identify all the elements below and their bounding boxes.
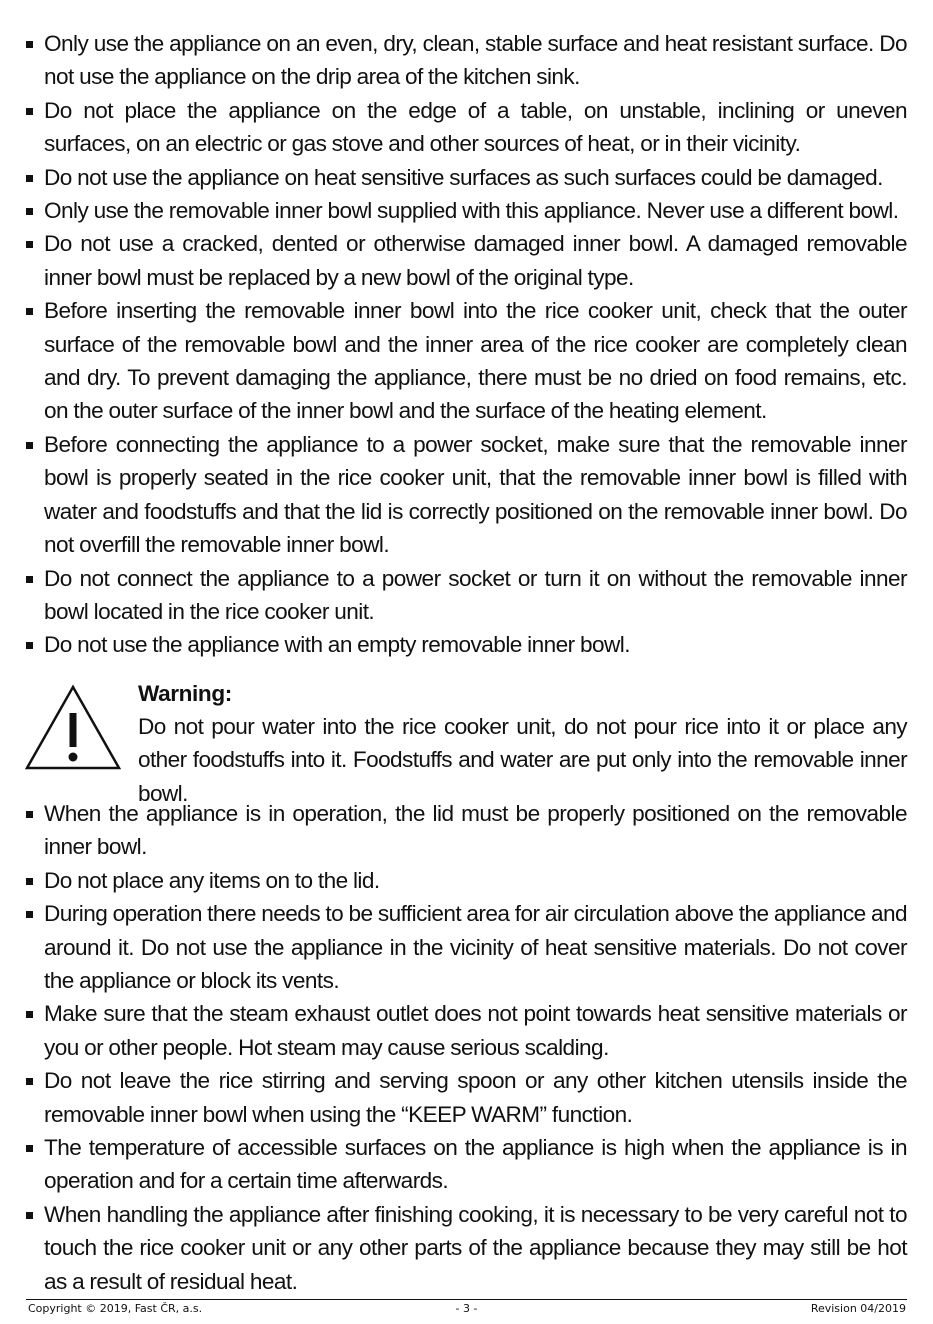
list-item-text: Do not leave the rice stirring and serving spoon or any other kitchen utensils inside the removable inner bowl when using the “KEEP WARM” function.	[44, 1068, 907, 1127]
bullet-square-icon	[26, 878, 33, 885]
bullet-square-icon	[26, 1078, 33, 1085]
list-item-text: Before inserting the removable inner bowl into the rice cooker unit, check that the outer surface of the removable bowl and the inner area of the rice cooker are completely clean and dry. To prevent damaging the appliance, there must be no dried on food remains, etc. on the outer surface of the inner bowl and the surface of the heating element.	[44, 298, 907, 424]
warning-triangle-icon	[24, 684, 122, 772]
warning-text: Do not pour water into the rice cooker unit, do not pour rice into it or place any other foodstuffs into it. Foodstuffs and water are put only into the removable inner bowl.	[138, 714, 907, 806]
footer-revision: Revision 04/2019	[810, 1302, 906, 1315]
list-item-text: Do not place the appliance on the edge of a table, on unstable, inclining or uneven surfaces, on an electric or gas stove and other sources of heat, or in their vicinity.	[44, 97, 907, 157]
bullet-square-icon	[26, 175, 33, 182]
list-item	[26, 897, 907, 997]
list-item-text: Make sure that the steam exhaust outlet does not point towards heat sensitive materials or you or other people. Hot steam may cause serious scalding.	[44, 1001, 907, 1060]
list-item-text: Only use the appliance on an even, dry, clean, stable surface and heat resistant surface. Do not use the appliance on the drip area of the kitchen sink.	[44, 31, 907, 90]
list-item	[26, 94, 907, 161]
bullet-square-icon	[26, 208, 33, 215]
warning-box	[24, 680, 907, 806]
footer-copyright: Copyright © 2019, Fast ČR, a.s.	[28, 1302, 203, 1315]
list-item-text: During operation there needs to be sufficient area for air circulation above the appliance and around it. Do not use the appliance in the vicinity of heat sensitive materials. Do not cover the appliance or block its vents.	[44, 901, 907, 994]
bullet-square-icon	[26, 308, 33, 315]
bullet-square-icon	[26, 241, 33, 248]
list-item	[26, 294, 907, 428]
list-item	[26, 27, 907, 94]
safety-list-top	[26, 27, 907, 662]
list-item-text: When the appliance is in operation, the lid must be properly positioned on the removable inner bowl.	[44, 801, 907, 860]
list-item	[26, 1198, 907, 1298]
bullet-square-icon	[26, 911, 33, 918]
list-item	[26, 428, 907, 562]
list-item-text: Do not use the appliance with an empty removable inner bowl.	[44, 632, 630, 658]
bullet-square-icon	[26, 642, 33, 649]
safety-list-bottom	[26, 797, 907, 1298]
bullet-square-icon	[26, 1212, 33, 1219]
list-item	[26, 562, 907, 629]
list-item-text: Before connecting the appliance to a power socket, make sure that the removable inner bowl is properly seated in the rice cooker unit, that the removable inner bowl is filled with water and foodstuffs and that the lid is correctly positioned on the removable inner bowl. Do not overfill the removable inner bowl.	[44, 431, 907, 558]
bullet-square-icon	[26, 1011, 33, 1018]
footer-divider	[26, 1299, 907, 1300]
list-item-text: When handling the appliance after finishing cooking, it is necessary to be very careful not to touch the rice cooker unit or any other parts of the appliance because they may still be hot as a result of residual heat.	[44, 1201, 907, 1294]
list-item	[26, 227, 907, 294]
list-item	[26, 1131, 907, 1198]
list-item	[26, 628, 907, 661]
bullet-square-icon	[26, 811, 33, 818]
list-item-text: Do not place any items on to the lid.	[44, 867, 380, 893]
list-item	[26, 194, 907, 227]
bullet-square-icon	[26, 41, 33, 48]
warning-title: Warning:	[138, 681, 232, 706]
list-item-text: Do not connect the appliance to a power socket or turn it on without the removable inner bowl located in the rice cooker unit.	[44, 565, 907, 624]
list-item-text: Do not use a cracked, dented or otherwise damaged inner bowl. A damaged removable inner bowl must be replaced by a new bowl of the original type.	[44, 231, 907, 290]
list-item	[26, 1064, 907, 1131]
list-item-text: Do not use the appliance on heat sensitive surfaces as such surfaces could be damaged.	[44, 164, 883, 190]
list-item	[26, 864, 907, 897]
list-item-text: The temperature of accessible surfaces on the appliance is high when the appliance is in operation and for a certain time afterwards.	[44, 1135, 907, 1194]
bullet-square-icon	[26, 108, 33, 115]
footer-page-number: - 3 -	[455, 1302, 478, 1315]
list-item	[26, 161, 907, 194]
list-item-text: Only use the removable inner bowl supplied with this appliance. Never use a different bowl.	[44, 198, 899, 224]
bullet-square-icon	[26, 576, 33, 583]
bullet-square-icon	[26, 1145, 33, 1152]
list-item	[26, 997, 907, 1064]
bullet-square-icon	[26, 442, 33, 449]
list-item	[26, 797, 907, 864]
